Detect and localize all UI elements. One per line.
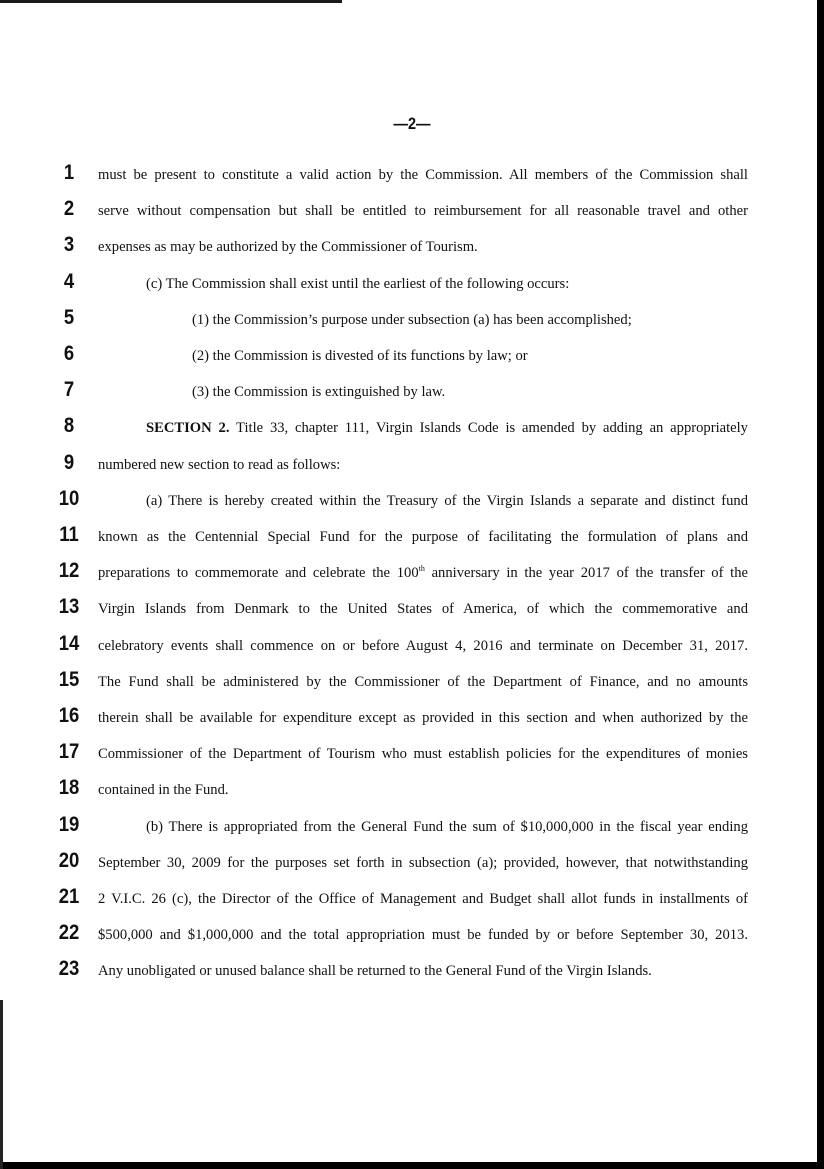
line-text-segment: (c) The Commission shall exist until the earliest of the following occurs: [146, 275, 570, 292]
document-line [0, 342, 824, 382]
line-number: 22 [58, 921, 80, 945]
document-line [0, 885, 824, 925]
line-text [98, 165, 748, 185]
superscript: th [418, 564, 425, 574]
line-number: 9 [63, 450, 75, 474]
page-number: —2— [393, 114, 431, 133]
line-text [146, 274, 569, 294]
line-text-segment: must be present to constitute a valid action by the Commission. All members of the Commission shall [98, 167, 748, 183]
line-text-segment: known as the Centennial Special Fund for the purpose of facilitating the formulation of plans and [98, 529, 748, 545]
line-text [98, 853, 748, 873]
document-line [0, 595, 824, 635]
document-line [0, 740, 824, 780]
document-line [0, 233, 824, 273]
line-text [98, 672, 748, 692]
line-number: 3 [63, 233, 75, 257]
line-text-segment: Commissioner of the Department of Tourism who must establish policies for the expenditures of monies [98, 746, 748, 763]
line-text [146, 817, 748, 837]
document-line [0, 812, 824, 853]
line-text-segment: (1) the Commission’s purpose under subsection (a) has been accomplished; [192, 311, 632, 328]
document-line [0, 378, 824, 418]
section-heading: SECTION 2. [146, 420, 230, 437]
document-line [0, 197, 824, 237]
line-text [146, 418, 748, 438]
line-text-segment: preparations to commemorate and celebrate the 100 [98, 565, 419, 582]
document-line [0, 957, 824, 997]
line-text-segment: Virgin Islands from Denmark to the United States of America, of which the commemorative and [98, 601, 748, 618]
line-text [146, 491, 748, 511]
line-number: 4 [63, 269, 75, 293]
line-text [192, 382, 445, 402]
line-text [98, 889, 748, 909]
document-line [0, 921, 824, 961]
line-text [98, 237, 478, 257]
line-text [98, 636, 748, 656]
line-text-segment: therein shall be available for expenditure except as provided in this section and when authorized by the [98, 710, 748, 726]
document-line [0, 450, 824, 491]
line-number: 2 [63, 197, 75, 221]
line-text-segment: celebratory events shall commence on or before August 4, 2016 and terminate on December 31, 2017. [98, 637, 748, 654]
document-line [0, 161, 824, 201]
document-line [0, 667, 824, 708]
line-text-segment: Any unobligated or unused balance shall be returned to the General Fund of the Virgin Islands. [98, 963, 652, 980]
document-line [0, 776, 824, 816]
line-number: 6 [63, 342, 75, 365]
scan-edge-bottom [0, 1162, 824, 1169]
document-line [0, 631, 824, 672]
document-line [0, 704, 824, 744]
scan-edge-left [0, 1000, 3, 1169]
line-text [98, 744, 748, 764]
document-line [0, 305, 824, 346]
line-number: 20 [58, 848, 80, 872]
line-number: 11 [59, 523, 79, 546]
line-number: 21 [58, 885, 80, 908]
line-number: 5 [63, 305, 75, 329]
line-number: 1 [63, 161, 75, 184]
line-text-segment: The Fund shall be administered by the Commissioner of the Department of Finance, and no amounts [98, 673, 748, 690]
line-text [98, 527, 748, 547]
document-line [0, 486, 824, 527]
line-text [192, 346, 528, 366]
line-number: 19 [58, 812, 80, 836]
line-text [98, 201, 748, 221]
document-line [0, 414, 824, 454]
line-number: 17 [58, 740, 80, 764]
line-number: 16 [58, 704, 80, 727]
line-text-segment: expenses as may be authorized by the Commissioner of Tourism. [98, 239, 478, 256]
line-number: 12 [58, 559, 80, 583]
line-number: 10 [58, 486, 80, 510]
line-text-segment: Title 33, chapter 111, Virgin Islands Code is amended by adding an appropriately [229, 420, 748, 437]
document-line [0, 559, 824, 599]
line-number: 14 [58, 631, 80, 655]
line-number: 18 [58, 776, 80, 800]
document-line [0, 848, 824, 889]
line-number: 8 [63, 414, 75, 438]
line-text-segment: (2) the Commission is divested of its functions by law; or [192, 348, 528, 364]
line-text [98, 961, 652, 981]
line-number: 23 [58, 957, 80, 981]
line-text [98, 563, 748, 583]
line-text-segment: (a) There is hereby created within the Treasury of the Virgin Islands a separate and distinct fund [146, 492, 748, 509]
line-text-segment: serve without compensation but shall be entitled to reimbursement for all reasonable travel and other [98, 203, 748, 220]
line-text [98, 455, 340, 475]
scan-edge-top [0, 0, 342, 3]
line-text-segment: (b) There is appropriated from the General Fund the sum of $10,000,000 in the fiscal year ending [146, 818, 748, 835]
line-text [98, 780, 229, 800]
line-number: 15 [58, 667, 80, 691]
line-text-segment: contained in the Fund. [98, 782, 229, 799]
line-number: 7 [63, 378, 75, 402]
document-line [0, 269, 824, 310]
line-number: 13 [58, 595, 80, 619]
line-text [192, 310, 632, 330]
line-text-segment: 2 V.I.C. 26 (c), the Director of the Office of Management and Budget shall allot funds in installments of [98, 891, 748, 907]
line-text-segment: anniversary in the year 2017 of the transfer of the [424, 565, 748, 582]
line-text-segment: numbered new section to read as follows: [98, 456, 341, 473]
line-text [98, 925, 748, 945]
line-text-segment: (3) the Commission is extinguished by law. [192, 384, 446, 401]
line-text-segment: September 30, 2009 for the purposes set forth in subsection (a); provided, however, that notwithstanding [98, 854, 748, 871]
line-text [98, 599, 748, 619]
line-text [98, 708, 748, 728]
document-line [0, 523, 824, 563]
line-text-segment: $500,000 and $1,000,000 and the total appropriation must be funded by or before September 30, 2013. [98, 927, 748, 944]
